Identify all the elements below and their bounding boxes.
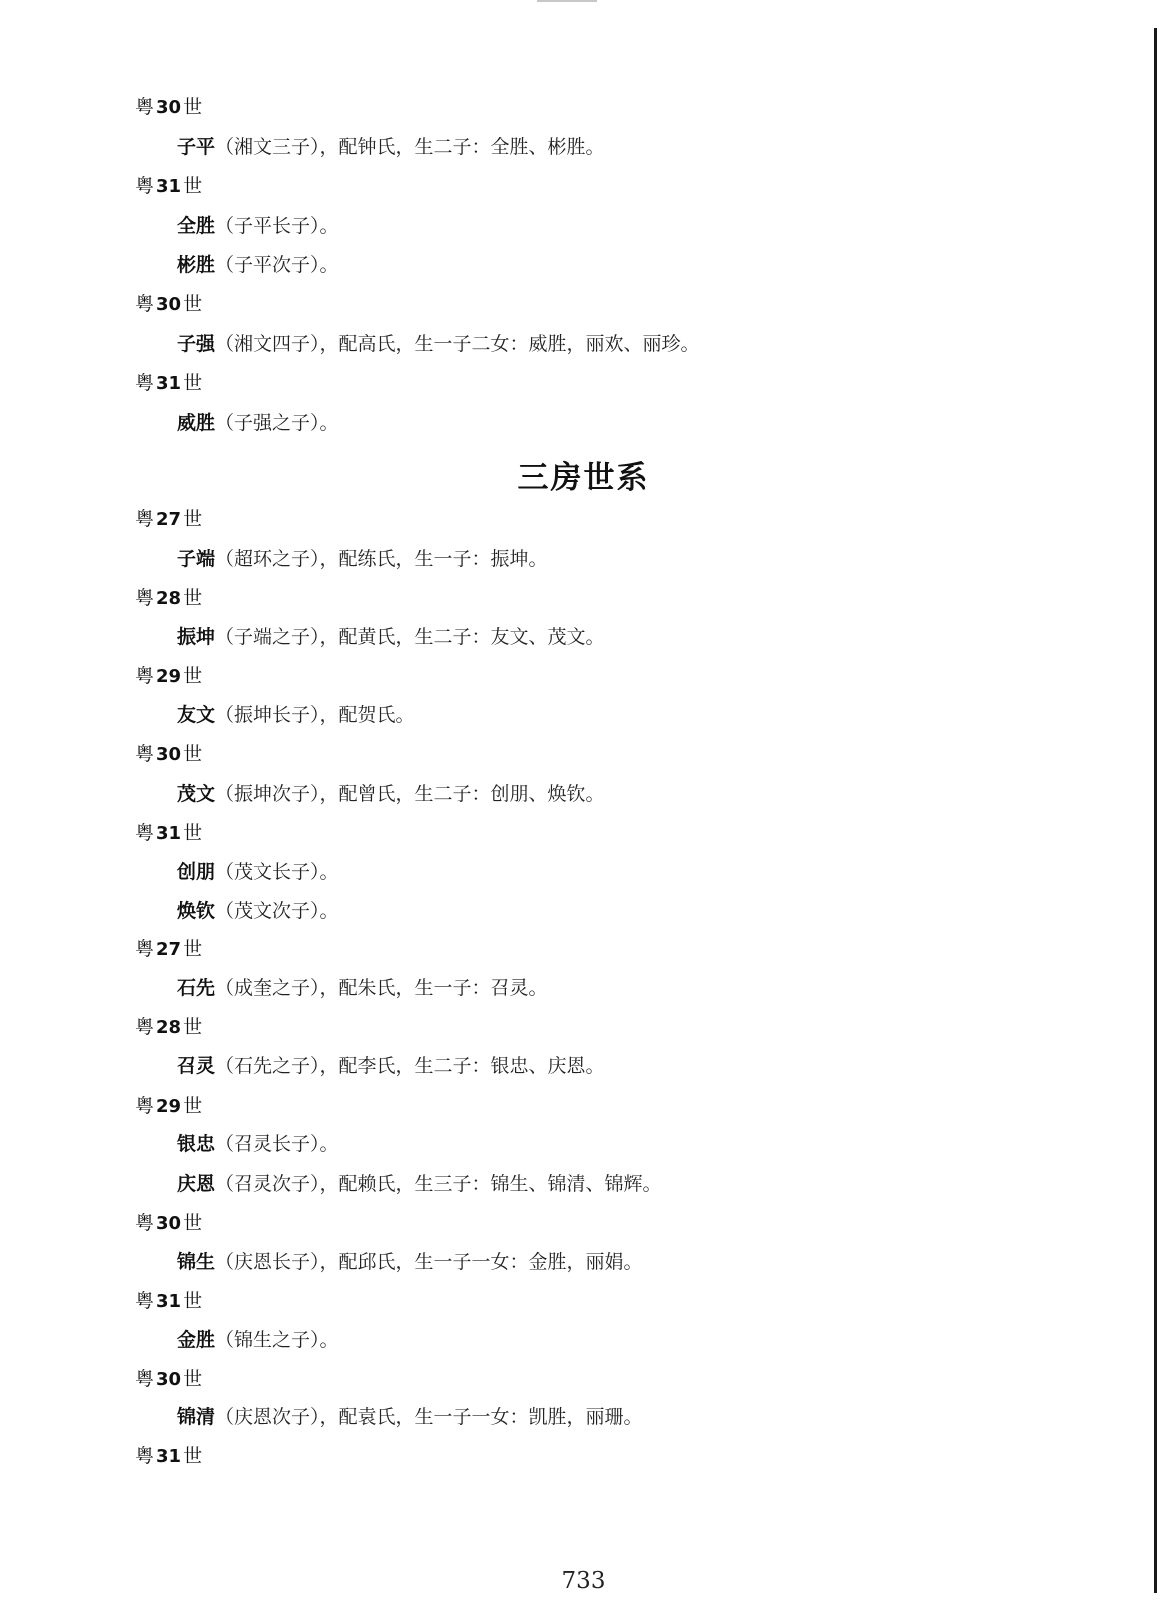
generation-suffix: 世 (183, 508, 203, 530)
person-name: 庆恩 (177, 1173, 216, 1195)
generation-heading (135, 656, 202, 696)
generation-heading (135, 929, 202, 969)
generation-number: 29 (156, 666, 182, 687)
generation-suffix: 世 (183, 1212, 203, 1234)
generation-number: 27 (156, 939, 182, 960)
generation-heading (135, 1203, 202, 1243)
person-detail: （庆恩长子），配邱氏，生一子一女：金胜，丽娟。 (215, 1251, 643, 1273)
person-detail: （石先之子），配李氏，生二子：银忠、庆恩。 (215, 1055, 605, 1077)
person-name: 创朋 (177, 861, 216, 883)
person-detail: （召灵长子）。 (215, 1133, 339, 1155)
scan-top-mark (537, 0, 597, 2)
person-detail: （子端之子），配黄氏，生二子：友文、茂文。 (215, 626, 605, 648)
generation-prefix: 粤 (135, 293, 155, 315)
person-entry (177, 1242, 643, 1282)
person-name: 友文 (177, 704, 216, 726)
generation-prefix: 粤 (135, 587, 155, 609)
person-detail: （锦生之子）。 (215, 1329, 339, 1351)
person-detail: （子平次子）。 (215, 254, 339, 276)
generation-suffix: 世 (183, 1016, 203, 1038)
generation-suffix: 世 (183, 587, 203, 609)
generation-prefix: 粤 (135, 1368, 155, 1390)
person-name: 金胜 (177, 1329, 216, 1351)
generation-number: 31 (156, 176, 182, 197)
section-title: 三房世系 (517, 460, 650, 496)
generation-heading (135, 578, 202, 618)
generation-heading (135, 813, 202, 853)
generation-number: 29 (156, 1096, 182, 1117)
person-detail: （湘文三子），配钟氏，生二子：全胜、彬胜。 (215, 136, 605, 158)
person-name: 子强 (177, 333, 216, 355)
generation-prefix: 粤 (135, 96, 155, 118)
person-entry (177, 968, 548, 1008)
person-entry (177, 695, 415, 735)
generation-heading (135, 1281, 202, 1321)
person-name: 银忠 (177, 1133, 216, 1155)
generation-suffix: 世 (183, 293, 203, 315)
generation-heading (135, 1436, 202, 1476)
generation-heading (135, 1007, 202, 1047)
person-entry (177, 206, 339, 246)
person-entry (177, 127, 605, 167)
person-detail: （超环之子），配练氏，生一子：振坤。 (215, 548, 548, 570)
person-entry (177, 1046, 605, 1086)
generation-prefix: 粤 (135, 1016, 155, 1038)
generation-heading (135, 1086, 202, 1126)
generation-number: 27 (156, 509, 182, 530)
generation-number: 31 (156, 823, 182, 844)
person-entry (177, 403, 339, 443)
person-detail: （庆恩次子），配袁氏，生一子一女：凯胜，丽珊。 (215, 1406, 643, 1428)
person-entry (177, 1320, 339, 1360)
generation-prefix: 粤 (135, 665, 155, 687)
generation-suffix: 世 (183, 372, 203, 394)
generation-number: 31 (156, 1291, 182, 1312)
generation-suffix: 世 (183, 1290, 203, 1312)
person-entry (177, 617, 605, 657)
person-entry (177, 324, 700, 364)
person-entry (177, 539, 548, 579)
person-detail: （振坤次子），配曾氏，生二子：创朋、焕钦。 (215, 783, 605, 805)
generation-heading (135, 166, 202, 206)
person-name: 石先 (177, 977, 216, 999)
generation-number: 28 (156, 1017, 182, 1038)
generation-suffix: 世 (183, 1095, 203, 1117)
generation-prefix: 粤 (135, 1445, 155, 1467)
person-name: 锦生 (177, 1251, 216, 1273)
generation-suffix: 世 (183, 96, 203, 118)
generation-number: 30 (156, 294, 182, 315)
generation-suffix: 世 (183, 938, 203, 960)
generation-number: 30 (156, 1213, 182, 1234)
person-detail: （茂文长子）。 (215, 861, 339, 883)
generation-heading (135, 87, 202, 127)
person-entry (177, 1124, 339, 1164)
generation-prefix: 粤 (135, 175, 155, 197)
generation-number: 31 (156, 1446, 182, 1467)
page-number: 733 (561, 1568, 606, 1594)
person-entry (177, 852, 339, 892)
generation-suffix: 世 (183, 822, 203, 844)
person-name: 锦清 (177, 1406, 216, 1428)
generation-prefix: 粤 (135, 822, 155, 844)
person-detail: （召灵次子），配赖氏，生三子：锦生、锦清、锦辉。 (215, 1173, 662, 1195)
generation-heading (135, 499, 202, 539)
person-detail: （茂文次子）。 (215, 900, 339, 922)
generation-suffix: 世 (183, 1368, 203, 1390)
generation-suffix: 世 (183, 175, 203, 197)
generation-suffix: 世 (183, 743, 203, 765)
generation-heading (135, 284, 202, 324)
person-name: 全胜 (177, 215, 216, 237)
person-name: 威胜 (177, 412, 216, 434)
person-name: 子端 (177, 548, 216, 570)
person-detail: （成奎之子），配朱氏，生一子：召灵。 (215, 977, 548, 999)
generation-number: 30 (156, 1369, 182, 1390)
person-entry (177, 774, 605, 814)
generation-suffix: 世 (183, 1445, 203, 1467)
generation-number: 30 (156, 744, 182, 765)
generation-number: 30 (156, 97, 182, 118)
person-detail: （子强之子）。 (215, 412, 339, 434)
person-name: 子平 (177, 136, 216, 158)
person-entry (177, 1397, 643, 1437)
generation-prefix: 粤 (135, 1212, 155, 1234)
person-name: 彬胜 (177, 254, 216, 276)
scan-right-edge (1154, 28, 1157, 1593)
person-entry (177, 245, 339, 285)
generation-number: 28 (156, 588, 182, 609)
generation-heading (135, 734, 202, 774)
person-detail: （子平长子）。 (215, 215, 339, 237)
generation-prefix: 粤 (135, 372, 155, 394)
generation-prefix: 粤 (135, 1290, 155, 1312)
person-detail: （湘文四子），配高氏，生一子二女：威胜，丽欢、丽珍。 (215, 333, 700, 355)
generation-heading (135, 1359, 202, 1399)
person-name: 茂文 (177, 783, 216, 805)
person-name: 召灵 (177, 1055, 216, 1077)
generation-heading (135, 363, 202, 403)
person-entry (177, 891, 339, 931)
generation-prefix: 粤 (135, 938, 155, 960)
person-name: 焕钦 (177, 900, 216, 922)
generation-prefix: 粤 (135, 743, 155, 765)
person-detail: （振坤长子），配贺氏。 (215, 704, 415, 726)
generation-number: 31 (156, 373, 182, 394)
person-name: 振坤 (177, 626, 216, 648)
generation-suffix: 世 (183, 665, 203, 687)
person-entry (177, 1164, 662, 1204)
generation-prefix: 粤 (135, 1095, 155, 1117)
generation-prefix: 粤 (135, 508, 155, 530)
